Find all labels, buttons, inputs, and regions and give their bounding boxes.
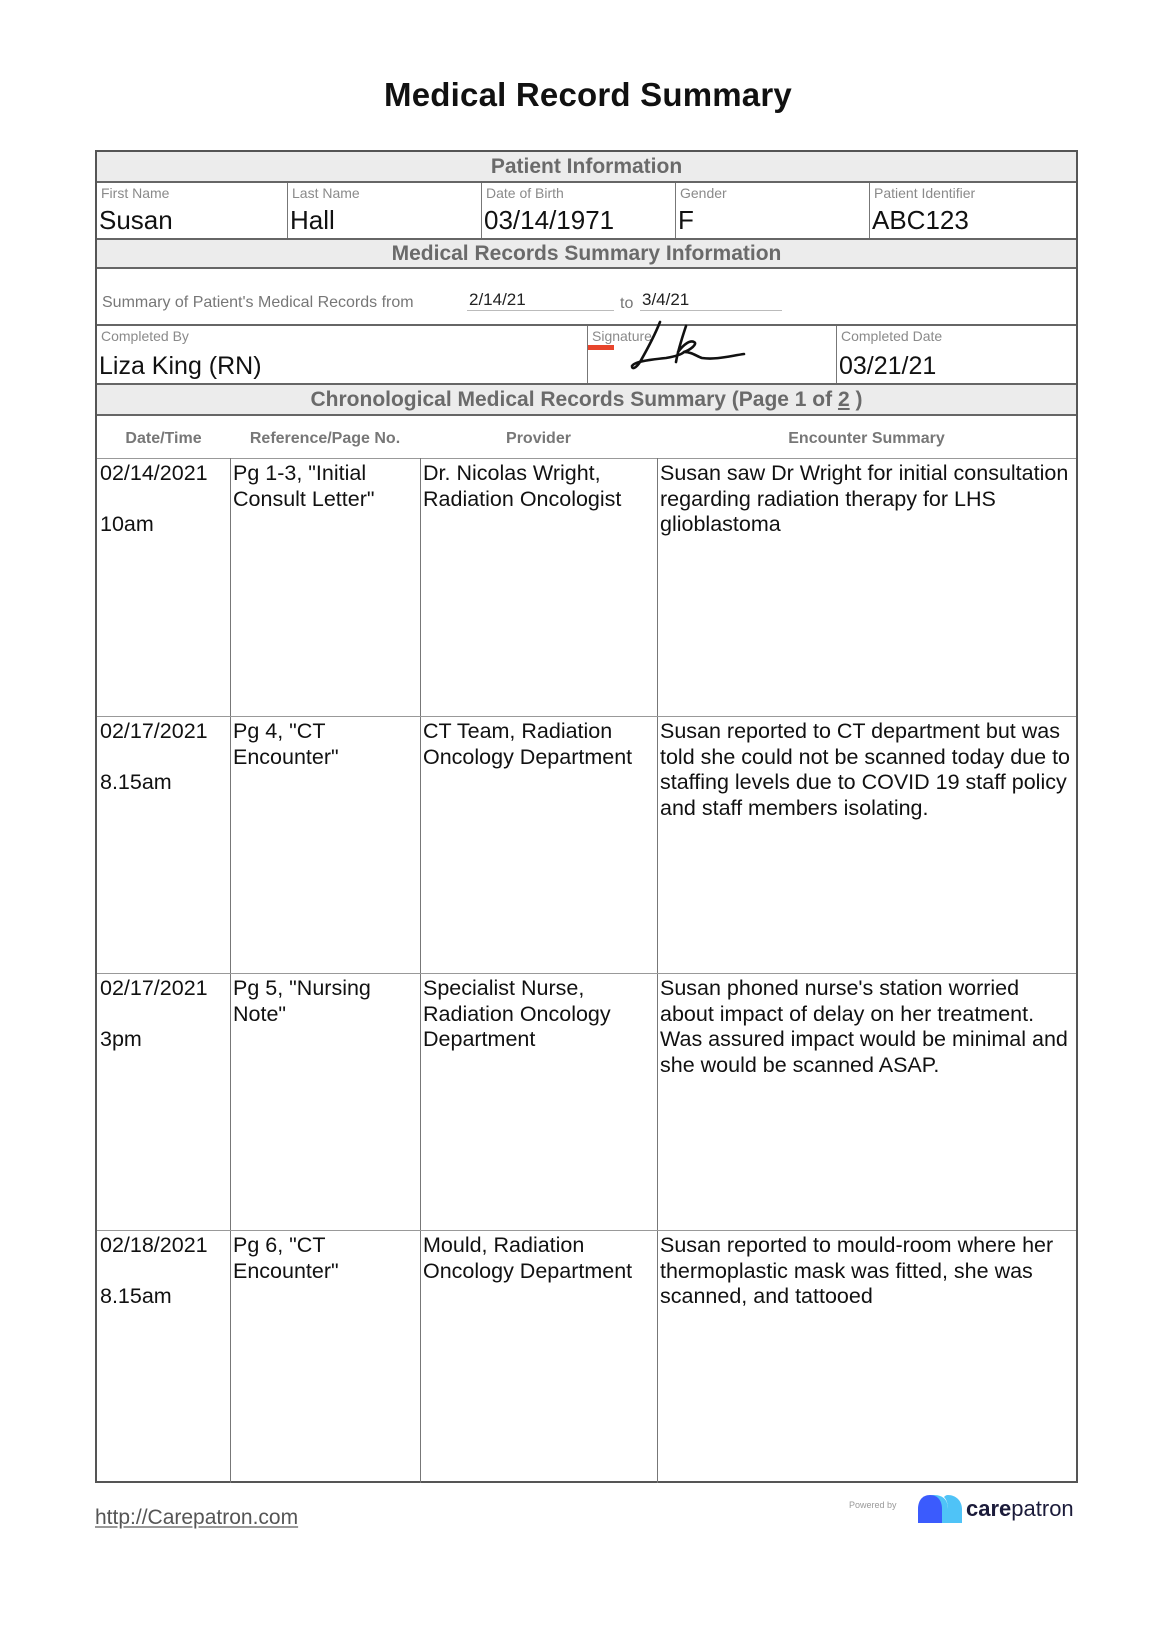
brand-rest: patron (1011, 1496, 1074, 1521)
row-time: 8.15am (100, 770, 172, 794)
brand-bold: care (966, 1496, 1012, 1521)
first-name-label: First Name (101, 185, 170, 201)
completed-by-value: Liza King (RN) (99, 352, 262, 380)
date-of-birth-label: Date of Birth (486, 185, 564, 201)
medical-record-form (95, 150, 1078, 1483)
divider (657, 458, 658, 1483)
carepatron-link[interactable]: http://Carepatron.com (95, 1506, 299, 1529)
completed-date-value: 03/21/21 (839, 352, 937, 380)
row-date: 02/18/2021 (100, 1233, 208, 1257)
column-header-provider: Provider (506, 430, 571, 447)
row-reference: Pg 6, "CT Encounter" (233, 1233, 339, 1283)
row-provider: Dr. Nicolas Wright, Radiation Oncologist (423, 461, 622, 511)
row-date: 02/17/2021 (100, 719, 208, 743)
last-name-field[interactable] (288, 183, 481, 239)
patient-identifier-label: Patient Identifier (874, 185, 976, 201)
completed-by-label: Completed By (101, 328, 189, 344)
row-encounter-summary: Susan phoned nurse's station worried about impact of delay on her treatment. Was assured impact would be minimal and she would be scanned ASAP. (660, 976, 1068, 1077)
column-header-encounter-summary: Encounter Summary (788, 430, 945, 447)
row-encounter-summary: Susan saw Dr Wright for initial consultation regarding radiation therapy for LHS glioblastoma (660, 461, 1069, 536)
signature-icon (626, 318, 756, 378)
row-date: 02/17/2021 (100, 976, 208, 1000)
completed-date-label: Completed Date (841, 328, 943, 344)
patient-identifier-field[interactable] (870, 183, 1076, 239)
carepatron-brand (966, 1496, 1074, 1522)
chronological-title: Chronological Medical Records Summary (Page 1 of (310, 388, 838, 411)
row-reference: Pg 1-3, "Initial Consult Letter" (233, 461, 375, 511)
row-time: 3pm (100, 1027, 142, 1051)
row-time: 10am (100, 512, 154, 536)
patient-identifier-value: ABC123 (872, 205, 969, 235)
row-encounter-summary: Susan reported to mould-room where her thermoplastic mask was fitted, she was scanned, and tattooed (660, 1233, 1054, 1308)
powered-by-label: Powered by (849, 1500, 897, 1510)
signature-field[interactable] (588, 326, 836, 384)
row-provider: Specialist Nurse, Radiation Oncology Department (423, 976, 611, 1051)
column-header-reference: Reference/Page No. (249, 430, 401, 447)
divider (230, 458, 231, 1483)
carepatron-logo-icon (916, 1493, 964, 1525)
gender-value: F (678, 205, 694, 235)
date-of-birth-field[interactable] (482, 183, 675, 239)
first-name-field[interactable] (97, 183, 287, 239)
row-encounter-summary: Susan reported to CT department but was told she could not be scanned today due to staffing levels due to COVID 19 staff policy and staff members isolating. (660, 719, 1071, 820)
row-reference: Pg 5, "Nursing Note" (233, 976, 371, 1026)
row-date: 02/14/2021 (100, 461, 208, 485)
last-name-value: Hall (290, 205, 335, 235)
range-label: Summary of Patient's Medical Records from (102, 294, 414, 311)
signature-marker (588, 345, 614, 350)
gender-label: Gender (680, 185, 727, 201)
row-time: 8.15am (100, 1284, 172, 1308)
chronological-title-suffix: ) (849, 388, 863, 411)
signature-label: Signature (592, 328, 652, 344)
first-name-value: Susan (99, 205, 173, 235)
last-name-label: Last Name (292, 185, 360, 201)
from-date-input[interactable]: 2/14/21 (467, 290, 614, 311)
to-date-input[interactable]: 3/4/21 (640, 290, 782, 311)
column-header-date-time: Date/Time (125, 430, 202, 447)
divider (420, 458, 421, 1483)
records-date-range (97, 269, 1076, 325)
summary-information-header: Medical Records Summary Information (97, 238, 1076, 269)
row-provider: CT Team, Radiation Oncology Department (423, 719, 633, 769)
completed-by-field[interactable] (97, 326, 587, 384)
gender-field[interactable] (676, 183, 869, 239)
chronological-summary-header (97, 383, 1076, 416)
row-provider: Mould, Radiation Oncology Department (423, 1233, 633, 1283)
row-reference: Pg 4, "CT Encounter" (233, 719, 339, 769)
page-title: Medical Record Summary (384, 76, 792, 113)
completed-date-field[interactable] (837, 326, 1076, 384)
total-pages: 2 (837, 388, 850, 411)
patient-information-header: Patient Information (97, 152, 1076, 183)
date-of-birth-value: 03/14/1971 (484, 205, 615, 235)
to-label: to (620, 295, 634, 312)
